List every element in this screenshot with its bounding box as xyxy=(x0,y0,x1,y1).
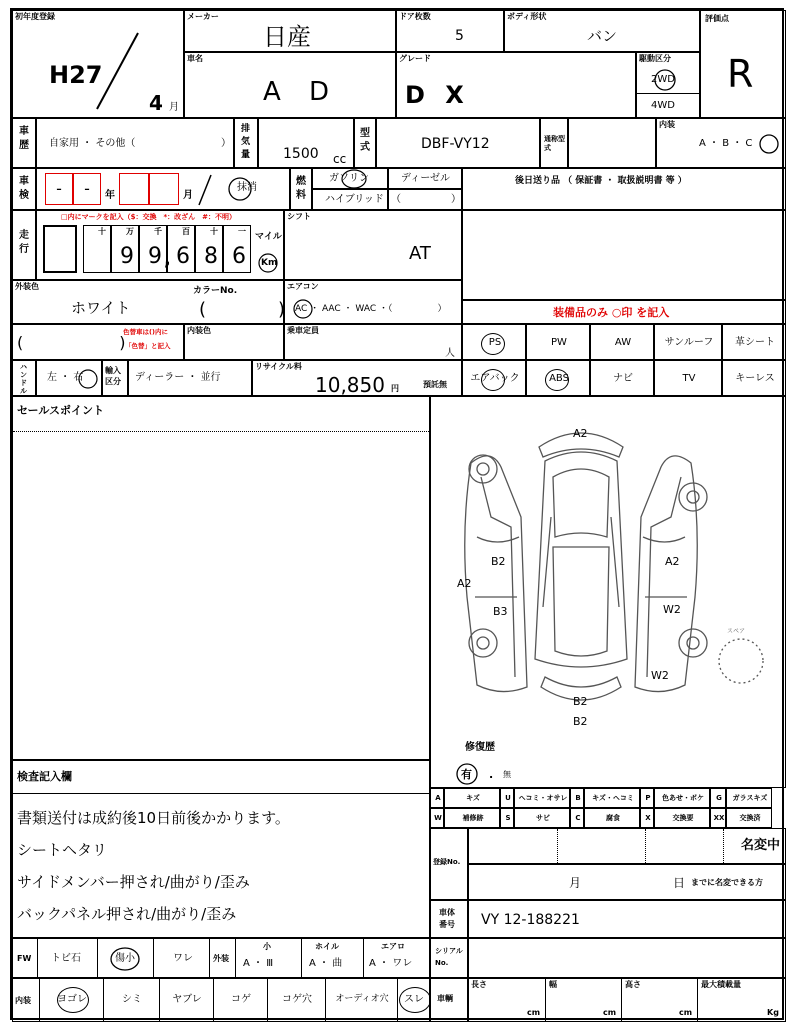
capacity-cell xyxy=(284,324,462,360)
first-reg-year: H27 xyxy=(49,61,103,89)
legend-desc xyxy=(444,788,500,808)
legend-code-text: C xyxy=(575,814,581,822)
wheel-label: ホイル xyxy=(315,942,339,951)
slash-mark-2 xyxy=(195,173,215,207)
chassis-cell xyxy=(468,900,786,938)
exterior-label: 外装 xyxy=(213,954,229,963)
legend-desc xyxy=(726,788,772,808)
diagram-cell xyxy=(430,396,786,788)
interior-cond-text: ヤブレ xyxy=(172,994,202,1005)
legend-desc-text: キズ xyxy=(466,794,480,802)
repair-yes-circle xyxy=(453,761,481,787)
interior-cond-item xyxy=(397,979,430,1021)
legend-code-text: XX xyxy=(713,814,725,822)
cc-unit: cc xyxy=(333,152,347,166)
recycle-cell xyxy=(252,360,462,396)
displacement-label: 排気量 xyxy=(241,124,251,160)
name-change: 名変中 xyxy=(741,838,781,853)
fw-item-2: 傷小 xyxy=(115,953,135,964)
equipment-item xyxy=(722,324,786,360)
mileage-note: □内にマークを記入（$：交換 *：改ざん #：不明） xyxy=(61,213,237,221)
model-label: 車名 xyxy=(187,54,203,63)
hybrid-paren: （ ） xyxy=(391,194,461,205)
max-load-label: 最大積載量 xyxy=(701,980,741,989)
chassis-value: VY 12-188221 xyxy=(481,912,580,928)
inspect-notes-label: 検査記入欄 xyxy=(17,770,72,783)
first-reg-month: 4 xyxy=(149,91,163,115)
legend-desc xyxy=(654,808,710,828)
width-unit: cm xyxy=(603,1008,617,1017)
mark-right-w2-lower: W2 xyxy=(651,669,669,682)
fw-item-1: トビ石 xyxy=(51,953,81,964)
interior-cond-item xyxy=(325,979,398,1021)
displacement-cell xyxy=(258,118,354,168)
history-cell xyxy=(36,118,234,168)
body-cell xyxy=(504,10,700,52)
grade-label: グレード xyxy=(399,54,431,63)
body-value: バン xyxy=(587,27,618,45)
drive-2wd-circle xyxy=(647,67,687,93)
fuel-gasoline xyxy=(312,168,388,189)
ac-options: AC ・ AAC ・ WAC ・（ ） xyxy=(295,304,447,314)
legend-desc-text: 交換済 xyxy=(739,814,761,822)
equipment-label: ナビ xyxy=(613,373,633,384)
repaint-cell xyxy=(12,324,184,360)
repaint-paren: ( ) xyxy=(17,333,126,352)
interior-c-circle xyxy=(757,131,783,157)
capacity-label: 乗車定員 xyxy=(287,326,319,335)
shift-value: AT xyxy=(409,243,431,264)
km-circle xyxy=(255,251,281,275)
equipment-item xyxy=(590,324,654,360)
equipment-item xyxy=(654,324,722,360)
interior-cond-circle xyxy=(399,987,431,1013)
score-value: R xyxy=(727,52,754,96)
ac-cell xyxy=(284,280,462,324)
equipment-item xyxy=(462,324,526,360)
spare-label: スペア xyxy=(727,628,746,635)
inspection-box-2: - xyxy=(73,173,101,205)
interior-grade-cell xyxy=(656,118,786,168)
serial-cell xyxy=(468,938,786,978)
odometer-digit xyxy=(223,225,251,273)
expired-circle xyxy=(225,175,255,203)
common-type-label: 通称型式 xyxy=(544,135,565,152)
month-unit: 月 xyxy=(169,102,179,113)
odometer-digit xyxy=(111,225,139,273)
interior-cond-item xyxy=(103,979,160,1021)
doors-value: 5 xyxy=(455,28,464,44)
mark-right-w2-upper: W2 xyxy=(663,603,681,616)
legend-desc xyxy=(514,788,570,808)
inspection-date-cell xyxy=(36,168,290,210)
legend-code xyxy=(500,808,514,828)
legend-code xyxy=(710,808,726,828)
grade-cell xyxy=(396,52,636,118)
small-label: 小 xyxy=(263,942,271,951)
handle-label-cell xyxy=(12,360,36,396)
later-items-blank xyxy=(462,210,786,300)
odometer-comma: , xyxy=(164,249,171,270)
legend-code xyxy=(570,808,584,828)
yen-unit: 円 xyxy=(391,384,399,393)
equipment-label: ABS xyxy=(549,373,569,384)
odometer-digit xyxy=(83,225,111,273)
reg-no-cell xyxy=(468,828,786,864)
mileage-cell xyxy=(36,210,284,280)
slash-mark xyxy=(93,31,143,111)
model-cell xyxy=(184,52,396,118)
inspect-note-4: バックパネル押され/曲がり/歪み xyxy=(17,905,237,923)
equipment-label: TV xyxy=(682,373,696,384)
displacement-label-cell xyxy=(234,118,258,168)
inspection-month-unit: 月 xyxy=(183,190,193,201)
odometer-digit xyxy=(195,225,223,273)
inspection-label-cell xyxy=(12,168,36,210)
fw-label: FW xyxy=(17,954,32,963)
legend-desc xyxy=(654,788,710,808)
odometer-unit: 百 xyxy=(182,227,190,236)
color-no-paren: ( ) xyxy=(199,299,286,320)
interior-grade: A ・ B ・ C xyxy=(699,138,753,149)
history-label: 車歴 xyxy=(19,126,29,151)
interior-cond-item xyxy=(39,979,104,1021)
serial-label-cell xyxy=(430,938,468,978)
legend-desc xyxy=(584,788,640,808)
equipment-label: 革シート xyxy=(735,337,775,348)
drive-2wd: 2WD xyxy=(651,74,675,85)
ac-circle xyxy=(291,297,315,321)
odometer-digit xyxy=(167,225,195,273)
legend-desc-text: ガラスキズ xyxy=(732,794,768,802)
score-cell xyxy=(700,10,786,118)
sales-point-label: セールスポイント xyxy=(17,404,105,417)
odometer-unit: 一 xyxy=(238,227,246,236)
type-value: DBF-VY12 xyxy=(421,136,490,152)
repair-yes: 有 xyxy=(461,768,472,781)
interior-cond-text: オーディオ穴 xyxy=(335,994,389,1004)
grade-value: D X xyxy=(405,81,470,109)
recycle-value: 10,850 xyxy=(315,373,385,397)
odometer-unit: 十 xyxy=(98,227,106,236)
equipment-item xyxy=(722,360,786,396)
legend-code xyxy=(570,788,584,808)
legend-code-text: S xyxy=(505,814,511,822)
deadline-month: 月 xyxy=(569,876,582,890)
mark-rear-b2-lower: B2 xyxy=(573,715,588,727)
equipment-item xyxy=(462,360,526,396)
legend-desc xyxy=(726,808,772,828)
ext-color-value: ホワイト xyxy=(71,299,131,317)
handle-options: 左 ・ 右 xyxy=(47,372,84,383)
maker-value: 日産 xyxy=(263,23,311,51)
hybrid-label: ハイブリッド xyxy=(325,194,384,205)
odometer-value: 9 xyxy=(148,244,162,269)
ext-opt-2: A ・ 曲 xyxy=(309,958,343,969)
diesel-label: ディーゼル xyxy=(401,173,450,184)
gasoline-circle xyxy=(339,169,369,189)
equipment-grid xyxy=(462,324,786,396)
equipment-circle xyxy=(481,333,505,355)
mile-label: マイル xyxy=(255,232,282,242)
dimension-label: 車輌 xyxy=(437,994,453,1003)
equipment-label: PS xyxy=(488,337,502,348)
model-value: A D xyxy=(263,77,340,107)
legend-code xyxy=(640,808,654,828)
import-options: ディーラー ・ 並行 xyxy=(135,372,221,383)
equipment-item xyxy=(526,324,590,360)
reg-no-label-cell xyxy=(430,828,468,900)
interior-cond-item xyxy=(267,979,326,1021)
max-load-unit: Kg xyxy=(767,1008,779,1017)
drive-cell xyxy=(636,52,700,118)
inspect-note-2: シートヘタリ xyxy=(17,841,108,859)
equipment-circle xyxy=(545,369,569,391)
interior-cond-item xyxy=(159,979,214,1021)
shift-label: シフト xyxy=(287,212,311,221)
first-reg-label: 初年度登録 xyxy=(15,12,55,21)
inspection-year-unit: 年 xyxy=(105,190,115,201)
serial-label: シリアルNo. xyxy=(435,947,463,967)
color-no-label: カラーNo. xyxy=(193,286,238,296)
odometer-value: 6 xyxy=(176,244,190,269)
red-note-1: 色替車は()内に xyxy=(123,328,168,336)
mark-left-a2: A2 xyxy=(457,577,472,590)
body-label: ボディ形状 xyxy=(507,12,547,21)
height-label: 高さ xyxy=(625,980,641,989)
import-label: 輸入区分 xyxy=(105,366,121,386)
history-close: ） xyxy=(221,138,231,149)
doors-cell xyxy=(396,10,504,52)
deadline-day: 日 xyxy=(673,876,686,890)
legend-code-text: W xyxy=(434,814,442,822)
score-label: 評価点 xyxy=(705,14,729,23)
legend-desc-text: サビ xyxy=(536,814,550,822)
car-diagram xyxy=(431,397,785,727)
equipment-label: PW xyxy=(551,337,567,348)
displacement-value: 1500 xyxy=(283,146,319,162)
legend-code-text: B xyxy=(575,794,581,802)
legend-code xyxy=(710,788,726,808)
inspection-box-1: - xyxy=(45,173,73,205)
equipment-label: AW xyxy=(614,337,632,348)
handle-cell xyxy=(36,360,102,396)
equipment-item xyxy=(590,360,654,396)
history-label-cell xyxy=(12,118,36,168)
equipment-item xyxy=(654,360,722,396)
legend-desc-text: 交換要 xyxy=(672,814,694,822)
legend-desc xyxy=(584,808,640,828)
maker-cell xyxy=(184,10,396,52)
inspect-note-1: 書類送付は成約後10日前後かかります。 xyxy=(17,809,290,827)
auction-sheet xyxy=(10,8,784,1020)
int-color-cell xyxy=(184,324,284,360)
damage-legend xyxy=(430,788,786,828)
legend-code xyxy=(430,788,444,808)
shift-cell xyxy=(284,210,462,280)
name-change-deadline-cell xyxy=(468,864,786,900)
type-label-cell xyxy=(354,118,376,168)
fuel-label-cell xyxy=(290,168,312,210)
history-text: 自家用 ・ その他（ xyxy=(49,138,136,149)
ac-label: エアコン xyxy=(287,282,319,291)
fw-item-2-circle xyxy=(107,945,143,973)
ext-color-cell xyxy=(12,280,284,324)
odometer-digit xyxy=(139,225,167,273)
red-note-2: 「色替」と記入 xyxy=(125,342,171,350)
handle-label: ハンドル xyxy=(20,363,27,395)
capacity-unit: 人 xyxy=(445,348,455,359)
equipment-label: キーレス xyxy=(735,373,775,384)
equipment-item xyxy=(526,360,590,396)
width-label: 幅 xyxy=(549,980,557,989)
odometer-value: 9 xyxy=(120,244,134,269)
type-label: 型式 xyxy=(360,128,370,153)
interior-label: 内装 xyxy=(659,120,675,129)
dimensions-cell xyxy=(468,978,786,1022)
interior-cond-item xyxy=(213,979,268,1021)
odometer-value: 8 xyxy=(204,244,218,269)
inspect-note-3: サイドメンバー押され/曲がり/歪み xyxy=(17,873,250,891)
recycle-label: リサイクル料 xyxy=(255,362,302,371)
inspection-label: 車検 xyxy=(19,176,29,201)
fuel-diesel xyxy=(388,168,462,189)
legend-code-text: P xyxy=(645,794,651,802)
legend-code-text: U xyxy=(505,794,511,802)
mileage-label-cell xyxy=(12,210,36,280)
condition-row-2 xyxy=(12,978,430,1022)
fw-item-3: ワレ xyxy=(173,953,193,964)
fuel-label: 燃料 xyxy=(296,176,306,201)
legend-desc xyxy=(514,808,570,828)
inspection-box-3 xyxy=(119,173,149,205)
inspection-expired: 抹消 xyxy=(237,182,257,193)
later-items-cell xyxy=(462,168,786,210)
mark-front-a2: A2 xyxy=(573,427,588,440)
gasoline-label: ガソリン xyxy=(329,173,369,184)
odometer-unit: 千 xyxy=(154,227,162,236)
reg-no-label: 登録No. xyxy=(433,858,461,866)
fuel-hybrid-paren xyxy=(388,189,462,210)
later-items-label: 後日送り品 （ 保証書 ・ 取扱説明書 等 ） xyxy=(515,176,687,186)
doors-label: ドア枚数 xyxy=(399,12,431,21)
height-unit: cm xyxy=(679,1008,693,1017)
first-registration-cell xyxy=(12,10,184,118)
legend-desc xyxy=(444,808,500,828)
import-cell xyxy=(128,360,252,396)
odometer-unit: 万 xyxy=(126,227,134,236)
interior-cond-text: コゲ穴 xyxy=(282,994,312,1005)
equipment-circle xyxy=(481,369,505,391)
deadline-text: までに名変できる方 xyxy=(691,878,763,887)
equipment-label: サンルーフ xyxy=(664,337,714,348)
equipment-label: エアバック xyxy=(470,373,520,384)
maker-label: メーカー xyxy=(187,12,219,21)
chassis-label-cell xyxy=(430,900,468,938)
legend-desc-text: 色あせ・ボケ xyxy=(662,794,704,802)
legend-code-text: A xyxy=(435,794,441,802)
deposit-label: 預託無 xyxy=(423,380,447,389)
aero-label: エアロ xyxy=(381,942,405,951)
legend-desc-text: ヘコミ・オサレ xyxy=(518,794,568,802)
drive-4wd: 4WD xyxy=(651,100,675,111)
interior-cond-text: シミ xyxy=(122,994,142,1005)
interior-cond-text: ヨゴレ xyxy=(57,994,87,1005)
mark-right-a2: A2 xyxy=(665,555,680,568)
odometer-value: 6 xyxy=(232,244,246,269)
km-label: Km xyxy=(261,258,278,268)
legend-desc-text: キズ・ヘコミ xyxy=(592,794,634,802)
chassis-label: 車体番号 xyxy=(439,908,455,929)
legend-code xyxy=(430,808,444,828)
legend-code-text: X xyxy=(645,814,651,822)
sales-point-cell xyxy=(12,396,430,760)
condition-row-1 xyxy=(12,938,430,978)
equip-title: 装備品のみ ○印 を記入 xyxy=(553,306,670,319)
ext-opt-3: A ・ ワレ xyxy=(369,958,413,969)
interior-cond-text: コゲ xyxy=(231,994,251,1005)
repair-no: 無 xyxy=(503,770,511,779)
odometer xyxy=(83,225,251,273)
mark-left-b3: B3 xyxy=(493,605,508,618)
drive-label: 駆動区分 xyxy=(639,54,671,63)
fuel-hybrid xyxy=(312,189,388,210)
length-label: 長さ xyxy=(471,980,487,989)
legend-desc-text: 腐食 xyxy=(606,814,620,822)
odometer-unit: 十 xyxy=(210,227,218,236)
mileage-mark-box xyxy=(43,225,77,273)
legend-code xyxy=(640,788,654,808)
common-type-cell xyxy=(568,118,656,168)
ext-color-label: 外装色 xyxy=(15,282,39,291)
repair-label: 修復歴 xyxy=(465,742,495,753)
length-unit: cm xyxy=(527,1008,541,1017)
mark-left-b2: B2 xyxy=(491,555,506,568)
common-type-label-cell xyxy=(540,118,568,168)
inspection-box-4 xyxy=(149,173,179,205)
import-label-cell xyxy=(102,360,128,396)
dimension-label-cell xyxy=(430,978,468,1022)
inspect-notes-cell xyxy=(12,760,430,938)
type-cell xyxy=(376,118,540,168)
interior-cond-circle xyxy=(57,987,89,1013)
int-color-label: 内装色 xyxy=(187,326,211,335)
repair-dot: . xyxy=(489,768,494,781)
legend-desc-text: 補修跡 xyxy=(462,814,484,822)
legend-code xyxy=(500,788,514,808)
interior-cond-text: スレ xyxy=(404,994,424,1005)
right-circle xyxy=(77,367,99,391)
ext-opt-1: A ・ Ⅲ xyxy=(243,958,274,969)
equip-title-cell xyxy=(462,300,786,324)
legend-code-text: G xyxy=(716,794,722,802)
interior-cond-label: 内装 xyxy=(15,996,31,1005)
mark-rear-b2-upper: B2 xyxy=(573,695,588,708)
mileage-label: 走行 xyxy=(19,230,29,255)
